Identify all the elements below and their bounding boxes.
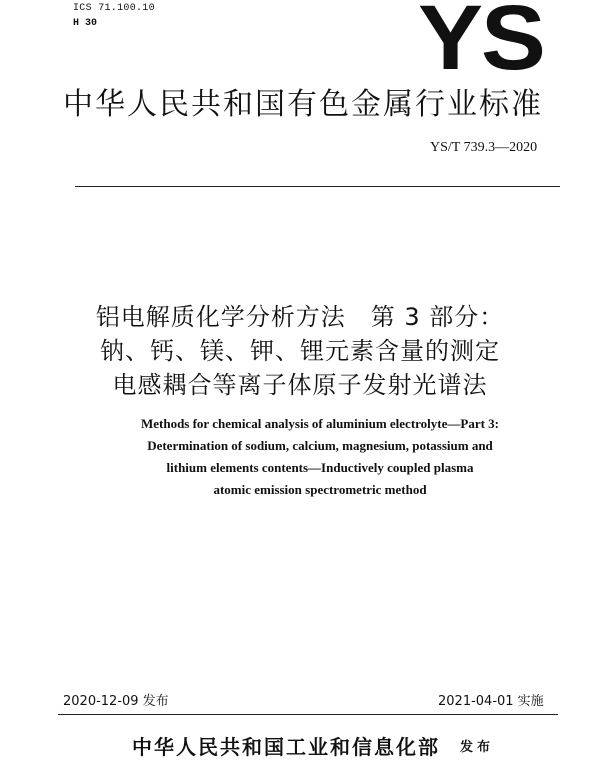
chinese-title-line-3: 电感耦合等离子体原子发射光谱法 — [112, 371, 488, 399]
publish-label: 发布 — [460, 740, 495, 755]
standard-number: YS/T 739.3—2020 — [430, 140, 538, 155]
issue-date: 2020-12-09 发布 — [63, 694, 169, 709]
chinese-title-line-1: 铝电解质化学分析方法 第 3 部分： — [95, 303, 505, 331]
chinese-title — [0, 300, 600, 402]
ccs-code: H 30 — [73, 18, 98, 29]
ics-code: ICS 71.100.10 — [73, 3, 155, 14]
bottom-divider — [58, 714, 558, 715]
english-title-line-1: Methods for chemical analysis of aluminium electrolyte—Part 3: — [140, 416, 500, 431]
issuing-authority: 中华人民共和国工业和信息化部 — [132, 735, 440, 759]
top-divider — [75, 186, 560, 187]
ys-logo: YS — [418, 0, 544, 89]
standard-classification: 中华人民共和国有色金属行业标准 — [63, 87, 543, 122]
english-title-line-2: Determination of sodium, calcium, magnesium, potassium and — [147, 438, 493, 453]
english-title-line-4: atomic emission spectrometric method — [213, 482, 427, 497]
implementation-date: 2021-04-01 实施 — [438, 694, 544, 709]
english-title — [0, 413, 600, 501]
english-title-line-3: lithium elements contents—Inductively coupled plasma — [166, 460, 474, 475]
chinese-title-line-2: 钠、钙、镁、钾、锂元素含量的测定 — [100, 337, 500, 365]
